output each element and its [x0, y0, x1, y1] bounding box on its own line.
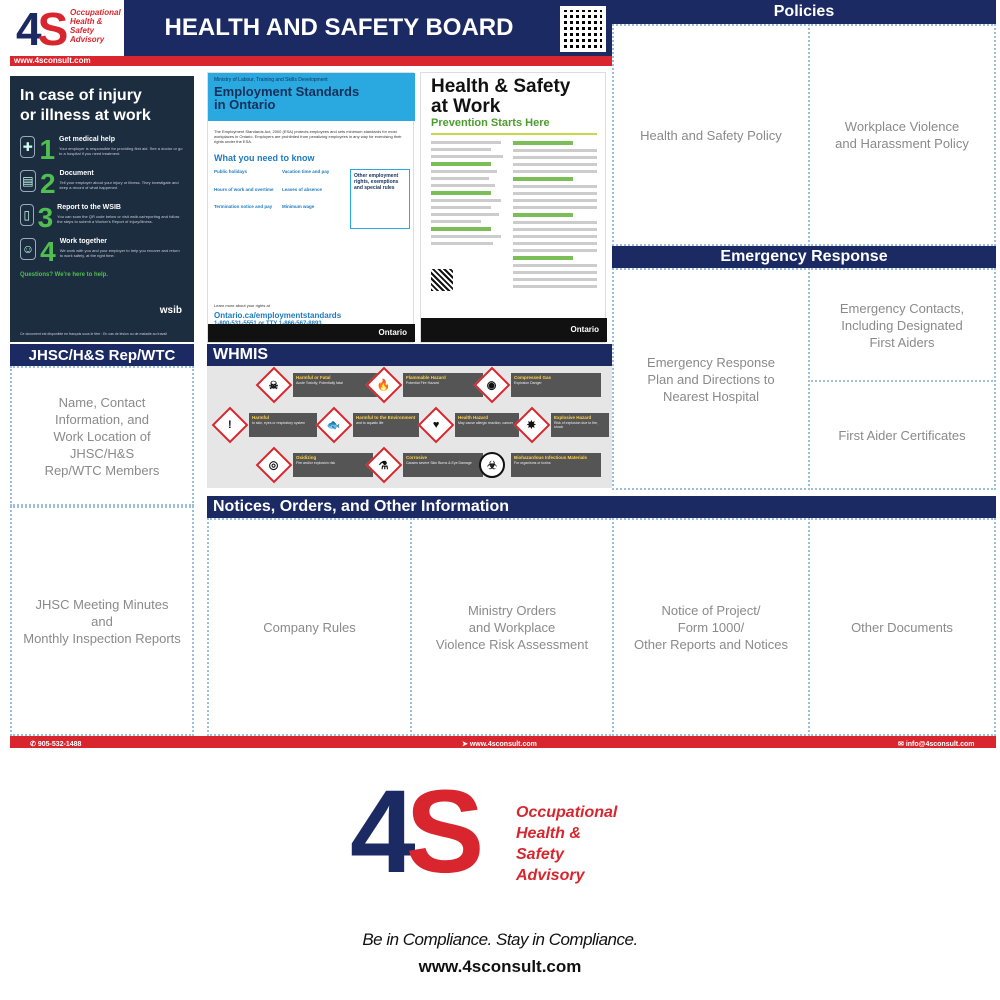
- pointer-icon: ➤: [462, 741, 470, 748]
- header-red-strip: [10, 56, 612, 66]
- header-logo: [10, 2, 122, 58]
- qr-code-icon: [431, 269, 453, 291]
- esa-column: Vacation time and pay Leaves of absence Minimum wage: [282, 169, 330, 209]
- page-title: HEALTH AND SAFETY BOARD: [164, 14, 514, 41]
- injury-poster: [10, 76, 194, 342]
- hsw-title: Health & Safety at Work: [431, 76, 571, 117]
- cell-first-aider-certificates: First Aider Certificates: [808, 380, 996, 490]
- section-whmis: WHMIS: [207, 344, 612, 366]
- esa-title: Employment Standards in Ontario: [214, 84, 360, 112]
- esa-column: Public holidays Hours of work and overtime Termination notice and pay: [214, 169, 274, 209]
- phone-icon: ✆: [30, 741, 38, 748]
- footer-email[interactable]: ✉ info@4sconsult.com: [898, 741, 975, 748]
- medical-kit-icon: ✚: [20, 136, 35, 158]
- whmis-hazard: 🔥 Flammable Hazard Potential Fire Hazard: [371, 372, 483, 398]
- whmis-hazard: ⚗ Corrosive Causes severe Skin Burns & Eye Damage: [371, 452, 483, 478]
- hs-at-work-poster: [420, 72, 606, 343]
- whmis-hazard: ♥ Health Hazard May cause allergic reaction, cancer: [423, 412, 519, 438]
- esa-intro: The Employment Standards Act, 2000 (ESA) protects employees and sets minimum standards for most workplaces in Ontario. Employers are prohibited from penalizing employees in any way for exercising their rights under the ESA.: [214, 129, 402, 144]
- tagline: Be in Compliance. Stay in Compliance.: [362, 930, 638, 949]
- mail-icon: ✉: [898, 741, 906, 748]
- health-hazard-icon: ♥: [418, 407, 455, 444]
- whmis-hazard: ☣ Biohazardous Infectious Materials For organisms or toxins: [479, 452, 601, 478]
- footer-phone: ✆ 905-532-1488: [30, 741, 82, 748]
- esa-banner: Ministry of Labour, Training and Skills Development Employment Standards in Ontario: [208, 73, 415, 121]
- oxidizer-icon: ◎: [256, 447, 293, 484]
- people-icon: ☺: [20, 238, 36, 260]
- flame-icon: 🔥: [366, 367, 403, 404]
- cell-jhsc-members: Name, Contact Information, and Work Location of JHSC/H&S Rep/WTC Members: [10, 366, 194, 506]
- biohazard-icon: ☣: [479, 452, 505, 478]
- phone-icon: ▯: [20, 204, 34, 226]
- cell-notice-of-project: Notice of Project/ Form 1000/ Other Reports and Notices: [612, 518, 810, 736]
- cell-jhsc-minutes: JHSC Meeting Minutes and Monthly Inspection Reports: [10, 506, 194, 736]
- section-jhsc: JHSC/H&S Rep/WTC: [10, 344, 194, 366]
- corrosive-icon: ⚗: [366, 447, 403, 484]
- logo-text: Occupational Health & Safety Advisory: [516, 804, 618, 884]
- esa-url[interactable]: Ontario.ca/employmentstandards: [214, 311, 342, 320]
- gas-cylinder-icon: ◉: [474, 367, 511, 404]
- injury-step: ✚ 1 Get medical help Your employer is responsible for providing first aid. See a doctor or go to a hospital if you need treatment.: [20, 136, 184, 164]
- header-website[interactable]: www.4sconsult.com: [14, 56, 91, 65]
- cell-emergency-plan: Emergency Response Plan and Directions to Nearest Hospital: [612, 268, 810, 490]
- injury-step: ☺ 4 Work together We work with you and your employer to help you recover and return to work safely, at the right time.: [21, 236, 180, 267]
- employment-standards-poster: Ministry of Labour, Training and Skills Development Employment Standards in Ontario The Employment Standards Act, 2000 (ESA) protects employees and sets minimum standards for most workplaces in Ontario. Employers are prohibited from penalizing employees in any way for exercising their rights under the ESA. What you need to know Public holidays Hours of work and overtime Termination notice and pay Vacation time and pay Leaves of absence Minimum wage Other employment rights, exemptions and special rules Learn more about your rights at Ontario.ca/employmentstandards Ontario: [207, 72, 414, 343]
- cell-ministry-orders: Ministry Orders and Workplace Violence Risk Assessment: [410, 518, 614, 736]
- logo-mark: 4S: [16, 3, 65, 55]
- injury-poster-title: In case of injury or illness at work: [20, 87, 151, 124]
- injury-step: ▤ 2 Document Tell your employer about your injury or illness. They investigate and keep a record of what happened.: [20, 170, 184, 198]
- cell-health-safety-policy: Health and Safety Policy: [612, 24, 810, 246]
- whmis-hazard: ◉ Compressed Gas Explosion Danger: [479, 372, 601, 398]
- footer-website[interactable]: ➤ www.4sconsult.com: [462, 741, 537, 748]
- exclamation-icon: !: [212, 407, 249, 444]
- injury-questions: Questions? We're here to help.: [20, 272, 108, 278]
- skull-icon: ☠: [256, 367, 293, 404]
- cell-other-documents: Other Documents: [808, 518, 996, 736]
- section-notices: Notices, Orders, and Other Information: [207, 496, 996, 518]
- cell-violence-policy: Workplace Violence and Harassment Policy: [808, 24, 996, 246]
- cell-company-rules: Company Rules: [207, 518, 412, 736]
- section-emergency: Emergency Response: [612, 246, 996, 268]
- whmis-hazard: 🐟 Harmful to the Environment and to aquatic life: [321, 412, 419, 438]
- explosion-icon: ✸: [514, 407, 551, 444]
- qr-code-icon: [560, 6, 606, 52]
- section-policies: Policies: [612, 0, 996, 24]
- logo-text: Occupational Health & Safety Advisory: [70, 8, 121, 44]
- esa-footer: [208, 324, 415, 342]
- company-logo: [350, 766, 650, 902]
- whmis-hazard: ! Harmful to skin, eyes or respiratory system: [217, 412, 317, 438]
- esa-heading: What you need to know: [214, 153, 315, 163]
- esa-info-box: Other employment rights, exemptions and special rules: [350, 169, 410, 229]
- ontario-logo: Ontario: [378, 328, 407, 337]
- cell-emergency-contacts: Emergency Contacts, Including Designated First Aiders: [808, 268, 996, 382]
- whmis-chart: [207, 366, 612, 488]
- ontario-logo: Ontario: [570, 325, 599, 334]
- hsw-footer: [421, 318, 607, 342]
- company-website[interactable]: www.4sconsult.com: [418, 957, 582, 976]
- document-icon: ▤: [20, 170, 36, 192]
- hsw-subtitle: Prevention Starts Here: [431, 117, 550, 129]
- whmis-hazard: ✸ Explosive Hazard Risk of explosion due to fire, shock: [519, 412, 609, 438]
- whmis-hazard: ◎ Oxidizing Fire and/or explosion risk: [261, 452, 373, 478]
- whmis-hazard: ☠ Harmful or Fatal Acute Toxicity, Potentially fatal: [261, 372, 385, 398]
- logo-mark: 4S: [350, 766, 475, 898]
- injury-footnote: Ce document est disponible en français sous le titre : En cas de lésion ou de maladie au travail: [20, 332, 167, 336]
- wsib-logo: wsib: [159, 305, 182, 316]
- injury-step: ▯ 3 Report to the WSIB You can scan the QR code below or visit wsib.ca/reporting and follow the steps to submit a Worker's Report of Injury/Illness.: [20, 204, 184, 232]
- environment-icon: 🐟: [316, 407, 353, 444]
